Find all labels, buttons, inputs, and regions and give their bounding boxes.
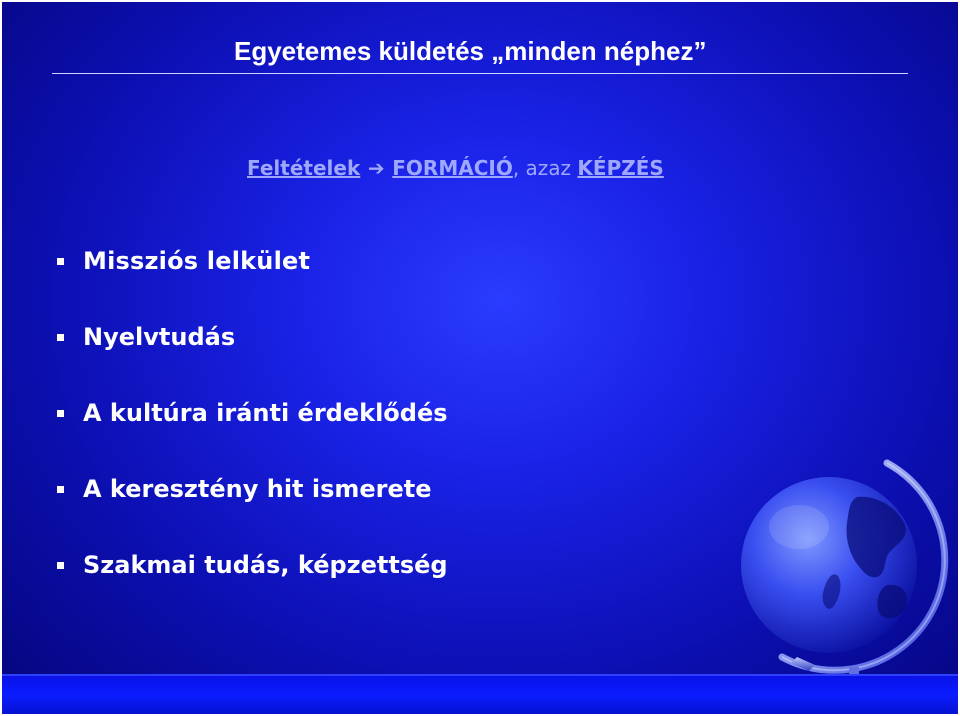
globe-icon [737,457,952,692]
subtitle-formation: FORMÁCIÓ [392,156,513,180]
square-bullet-icon [57,258,64,265]
subtitle-conditions: Feltételek [247,156,361,180]
square-bullet-icon [57,334,64,341]
subtitle-training: KÉPZÉS [577,156,664,180]
slide [2,2,958,714]
slide-title: Egyetemes küldetés „minden néphez” [234,36,707,66]
bullet-text: A kultúra iránti érdeklődés [83,399,448,427]
square-bullet-icon [57,562,64,569]
bullet-text: Szakmai tudás, képzettség [83,551,448,579]
square-bullet-icon [57,486,64,493]
footer-bar [2,676,958,714]
subtitle-connector: , azaz [512,156,578,180]
slide-subtitle [247,156,664,180]
arrow-right-icon: ➔ [367,156,385,180]
title-divider [52,73,908,74]
bullet-text: Nyelvtudás [83,323,236,351]
square-bullet-icon [57,410,64,417]
bullet-text: Missziós lelkület [83,247,311,275]
bullet-text: A keresztény hit ismerete [83,475,432,503]
